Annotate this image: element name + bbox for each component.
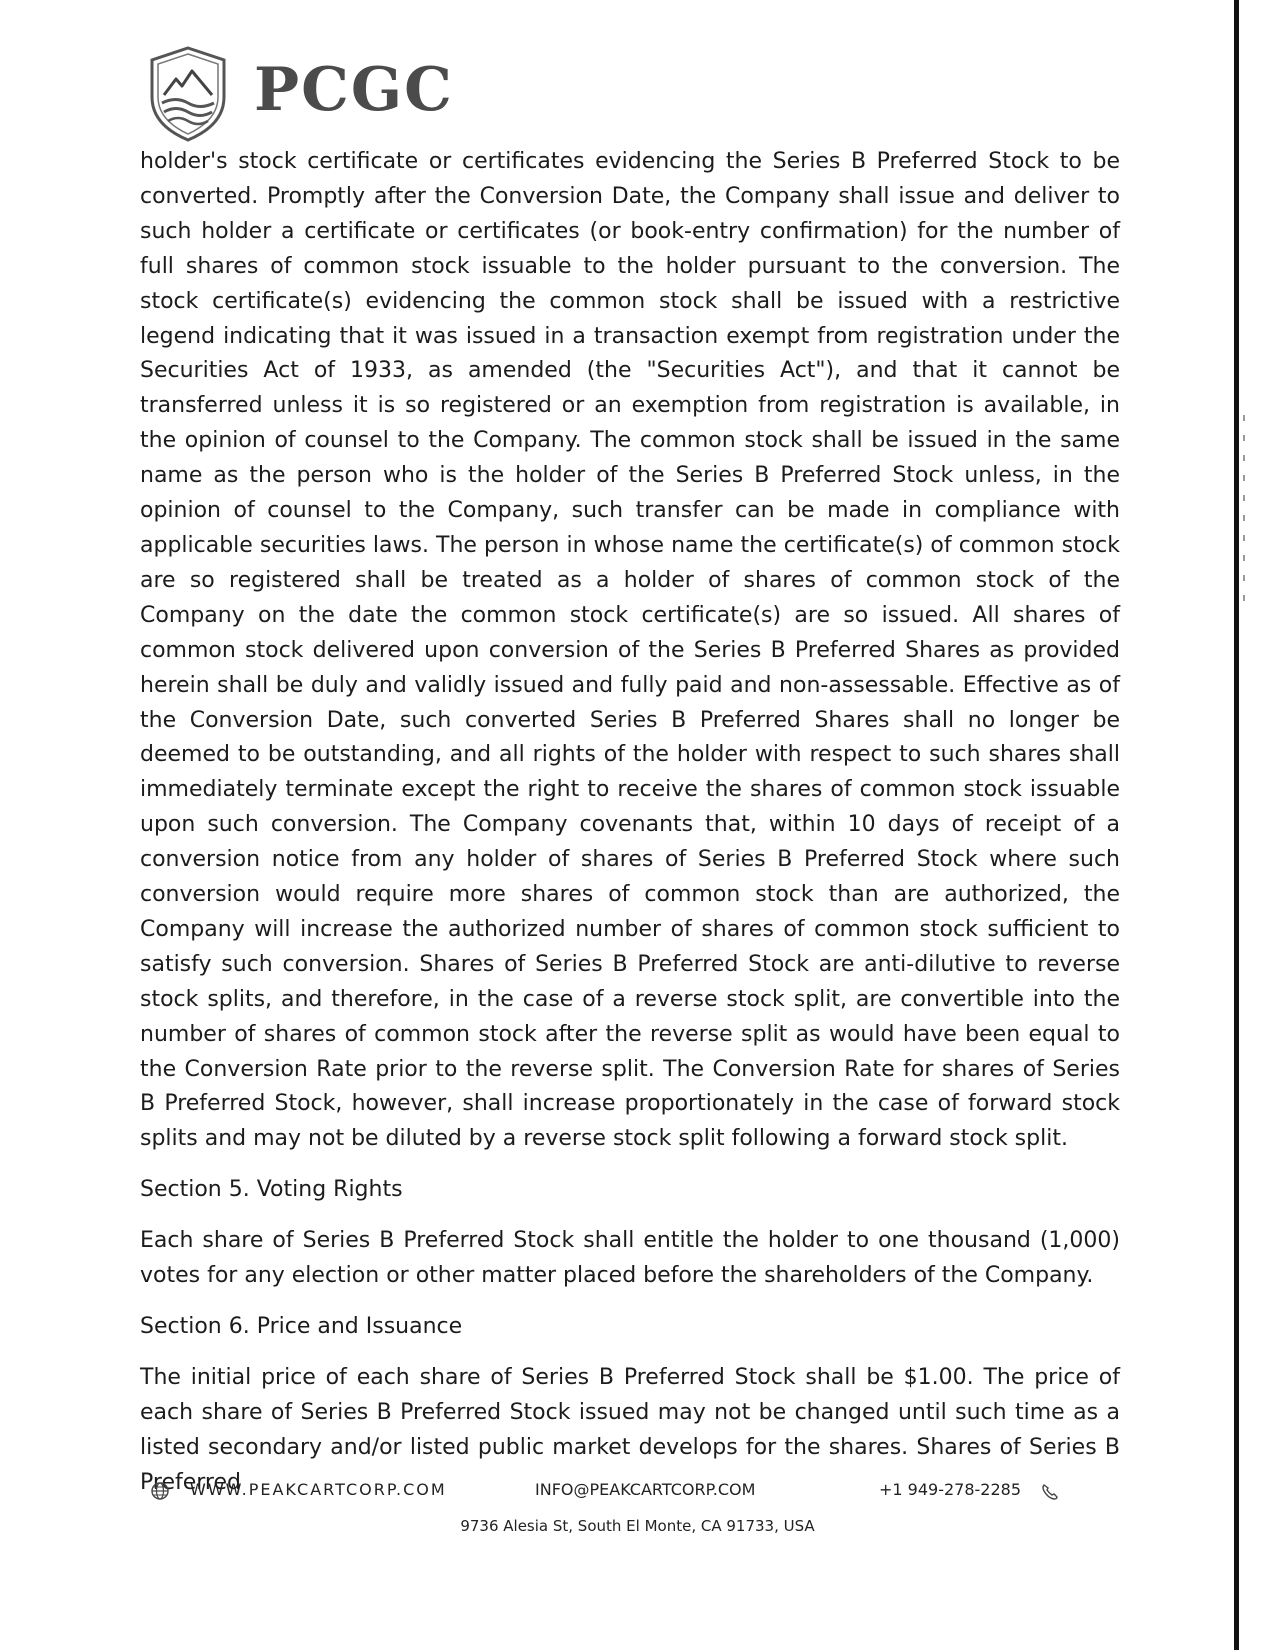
company-address: 9736 Alesia St, South El Monte, CA 91733, USA: [460, 1517, 815, 1535]
globe-icon: [150, 1481, 170, 1501]
scan-marks: [1243, 415, 1245, 615]
section-5-heading: Section 5. Voting Rights: [140, 1177, 403, 1203]
company-logo: [146, 44, 454, 144]
website-link[interactable]: WWW.PEAKCARTCORP.COM: [190, 1480, 447, 1499]
phone-icon: [1040, 1482, 1060, 1502]
section-6-heading: Section 6. Price and Issuance: [140, 1314, 463, 1339]
page-edge-shadow: [1234, 0, 1239, 1650]
section-6-text: The initial price of each share of Series B Preferred Stock shall be $1.00. The price of each share of Series B Preferred Stock issued may not be changed until such time as a listed secondary and/or listed public market develops for the shares. Shares of Series B Preferred: [140, 1364, 1120, 1495]
logo-wordmark: PCGC: [254, 55, 454, 125]
section-5-text: Each share of Series B Preferred Stock shall entitle the holder to one thousand (1,000) votes for any election or other matter placed before the shareholders of the Company.: [140, 1228, 1120, 1289]
document-body: [140, 145, 1120, 1501]
footer-contact-row: [150, 1480, 1060, 1504]
email-link[interactable]: INFO@PEAKCARTCORP.COM: [535, 1480, 756, 1499]
conversion-paragraph: holder's stock certificate or certificates evidencing the Series B Preferred Stock to be converted. Promptly after the Conversion Date, the Company shall issue and deliver to such holder a certificate or certificates (or book-entry confirmation) for the number of full shares of common stock issuable to the holder pursuant to the conversion. The stock certificate(s) evidencing the common stock shall be issued with a restrictive legend indicating that it was issued in a transaction exempt from registration under the Securities Act of 1933, as amended (the "Securities Act"), and that it cannot be transferred unless it is so registered or an exemption from registration is available, in the opinion of counsel to the Company. The common stock shall be issued in the same name as the person who is the holder of the Series B Preferred Stock unless, in the opinion of counsel to the Company, such transfer can be made in compliance with applicable securities laws. The person in whose name the certificate(s) of common stock are so registered shall be treated as a holder of shares of common stock of the Company on the date the common stock certificate(s) are so issued. All shares of common stock delivered upon conversion of the Series B Preferred Shares as provided herein shall be duly and validly issued and fully paid and non-assessable. Effective as of the Conversion Date, such converted Series B Preferred Shares shall no longer be deemed to be outstanding, and all rights of the holder with respect to such shares shall immediately terminate except the right to receive the shares of common stock issuable upon such conversion. The Company covenants that, within 10 days of receipt of a conversion notice from any holder of shares of Series B Preferred Stock where such conversion would require more shares of common stock than are authorized, the Company will increase the authorized number of shares of common stock sufficient to satisfy such conversion. Shares of Series B Preferred Stock are anti-dilutive to reverse stock splits, and therefore, in the case of a reverse stock split, are convertible into the number of shares of common stock after the reverse split as would have been equal to the Conversion Rate prior to the reverse split. The Conversion Rate for shares of Series B Preferred Stock, however, shall increase proportionately in the case of forward stock splits and may not be diluted by a reverse stock split following a forward stock split.: [140, 149, 1120, 1152]
mountain-shield-icon: [146, 45, 230, 143]
phone-number[interactable]: +1 949-278-2285: [879, 1480, 1022, 1499]
